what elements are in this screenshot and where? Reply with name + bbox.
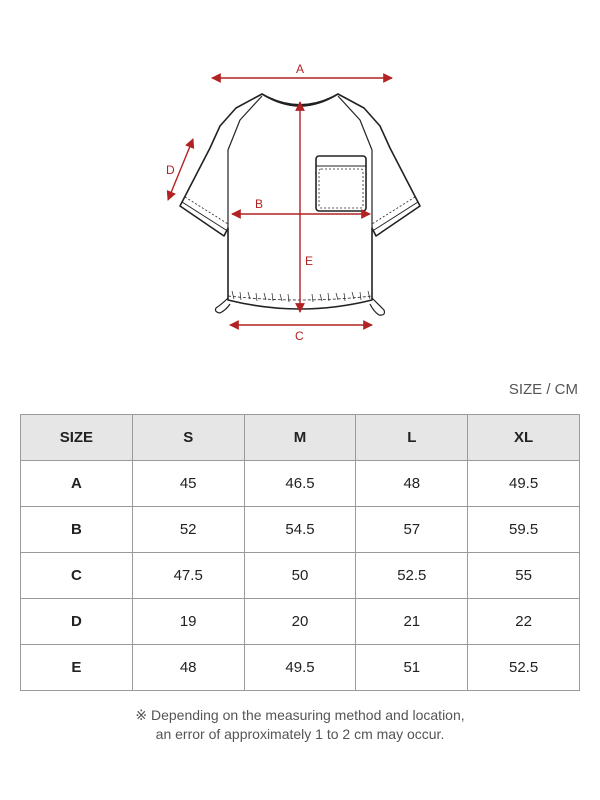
- unit-label: SIZE / CM: [508, 381, 578, 398]
- table-header-row: [21, 415, 580, 461]
- measurement-note: [0, 706, 600, 744]
- header-m: M: [244, 415, 356, 461]
- table-cell: 45: [132, 461, 244, 507]
- table-cell: 52: [132, 507, 244, 553]
- table-cell: 49.5: [468, 461, 580, 507]
- table-cell: 19: [132, 599, 244, 645]
- row-label: D: [21, 599, 133, 645]
- table-cell: 47.5: [132, 553, 244, 599]
- table-cell: 52.5: [356, 553, 468, 599]
- tshirt-illustration: [0, 0, 600, 360]
- table-cell: 55: [468, 553, 580, 599]
- table-cell: 57: [356, 507, 468, 553]
- measure-e-label: E: [305, 254, 314, 268]
- measure-a-label: A: [296, 62, 305, 76]
- table-row: [21, 553, 580, 599]
- table-cell: 59.5: [468, 507, 580, 553]
- measure-b-label: B: [255, 197, 264, 211]
- table-cell: 54.5: [244, 507, 356, 553]
- measure-c-label: C: [295, 329, 304, 343]
- table-cell: 51: [356, 645, 468, 691]
- table-row: [21, 461, 580, 507]
- note-line-2: an error of approximately 1 to 2 cm may occur.: [155, 726, 445, 742]
- note-line-1: ※ Depending on the measuring method and location,: [135, 707, 465, 723]
- tshirt-measurement-diagram: [0, 0, 600, 360]
- table-cell: 21: [356, 599, 468, 645]
- table-row: [21, 645, 580, 691]
- table-cell: 22: [468, 599, 580, 645]
- table-row: [21, 599, 580, 645]
- table-cell: 52.5: [468, 645, 580, 691]
- measure-d-label: D: [166, 163, 175, 177]
- size-chart-table: [20, 414, 580, 691]
- table-cell: 46.5: [244, 461, 356, 507]
- row-label: C: [21, 553, 133, 599]
- header-l: L: [356, 415, 468, 461]
- table-cell: 50: [244, 553, 356, 599]
- table-cell: 48: [132, 645, 244, 691]
- row-label: A: [21, 461, 133, 507]
- table-row: [21, 507, 580, 553]
- row-label: E: [21, 645, 133, 691]
- row-label: B: [21, 507, 133, 553]
- table-cell: 20: [244, 599, 356, 645]
- measurement-lines: [168, 78, 392, 325]
- header-size: SIZE: [21, 415, 133, 461]
- table-cell: 49.5: [244, 645, 356, 691]
- header-xl: XL: [468, 415, 580, 461]
- header-s: S: [132, 415, 244, 461]
- table-cell: 48: [356, 461, 468, 507]
